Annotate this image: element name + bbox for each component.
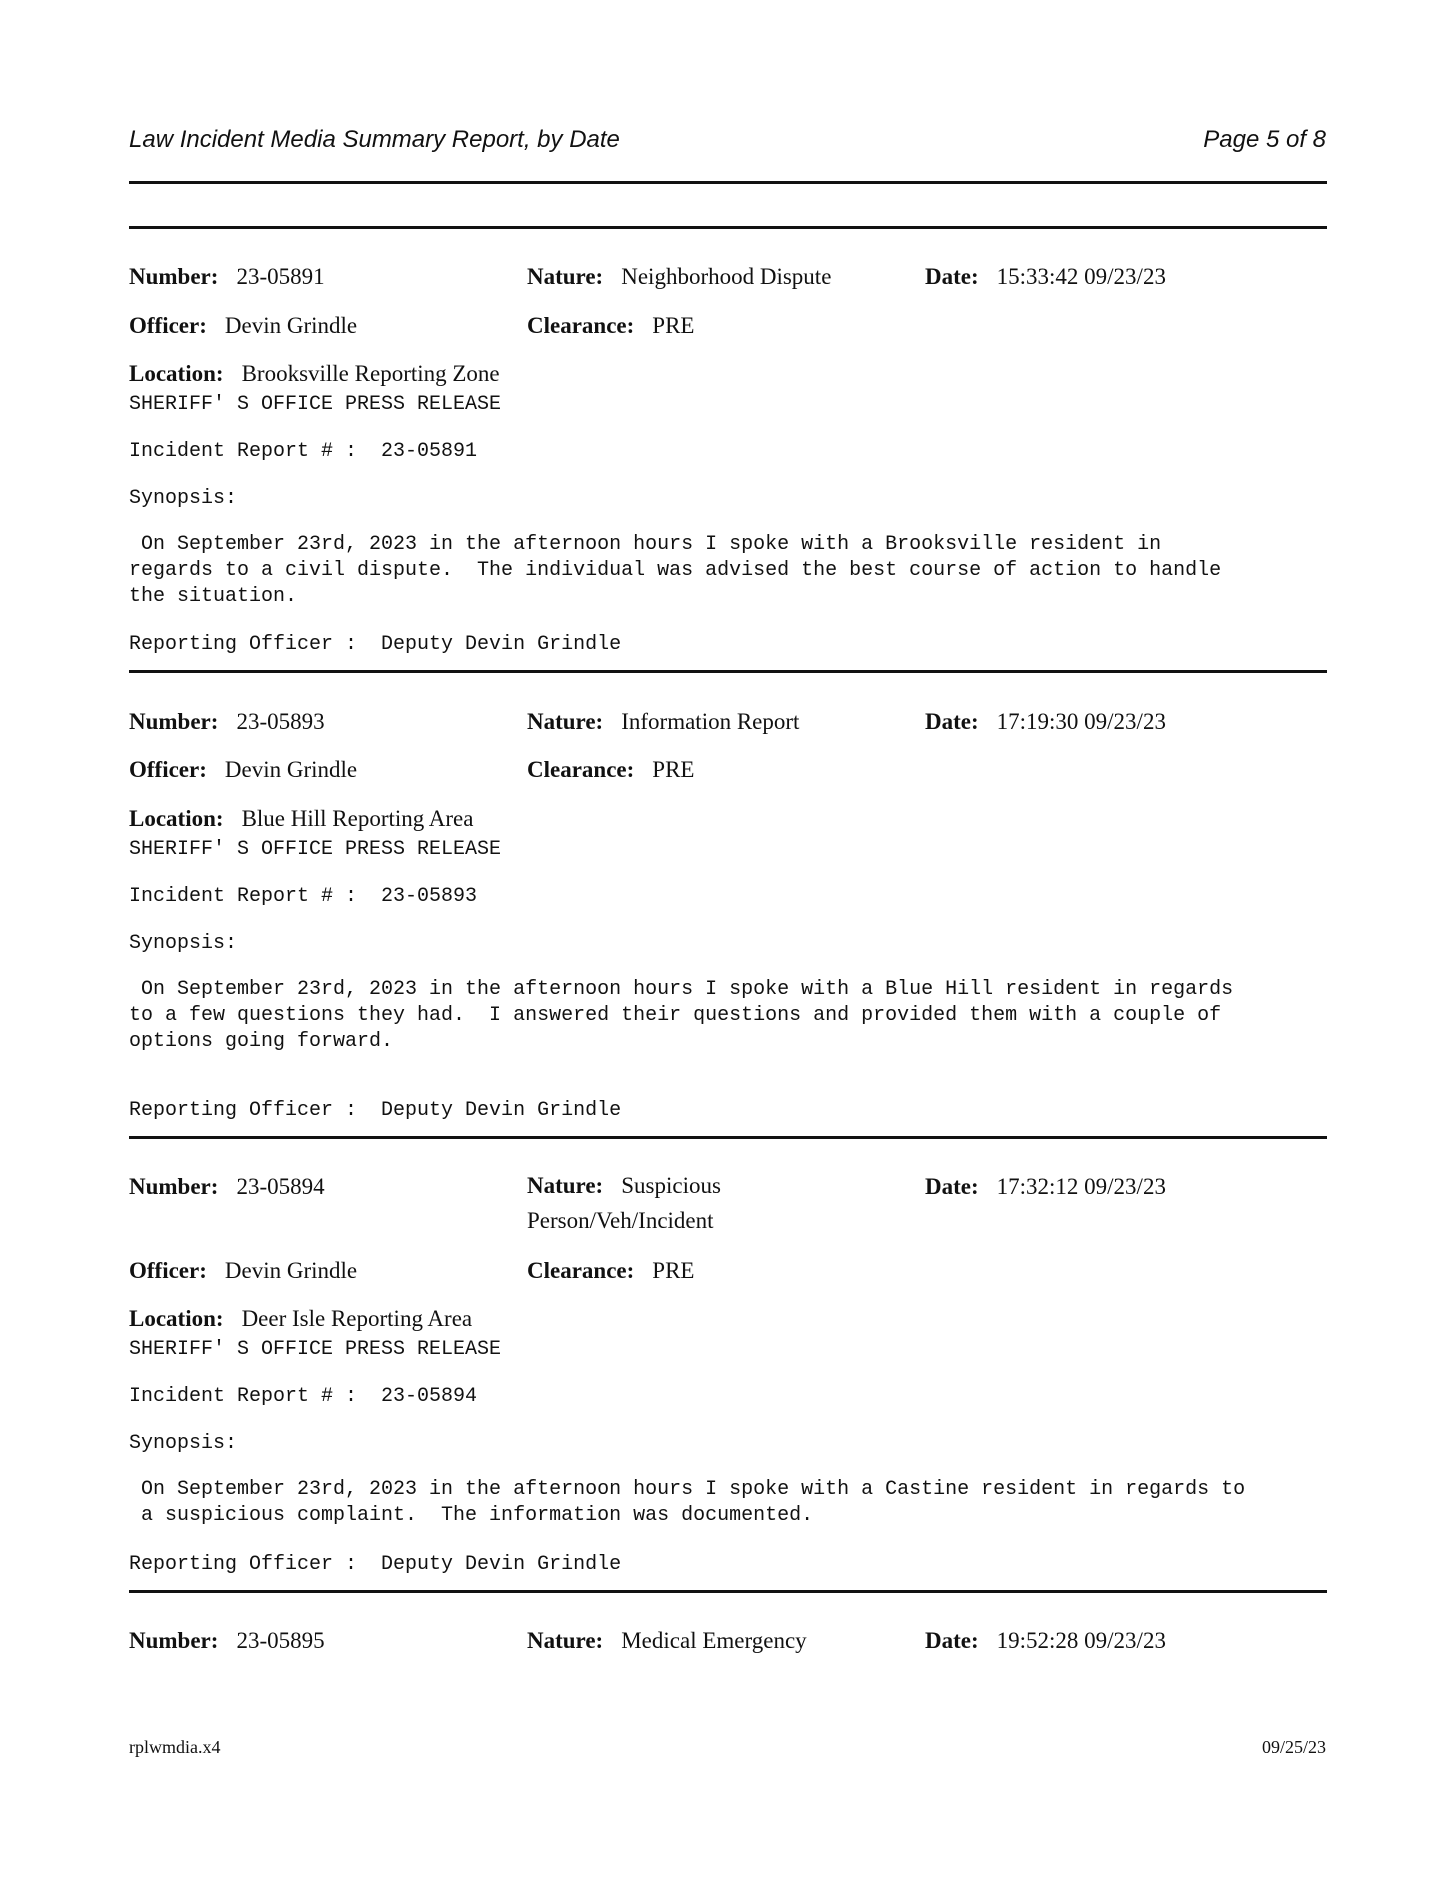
nature-field xyxy=(527,1168,887,1238)
nature-value: Suspicious Person/Veh/Incident xyxy=(527,1173,721,1233)
date-label: Date: xyxy=(925,264,979,289)
clearance-label: Clearance: xyxy=(527,313,635,338)
date-value: 15:33:42 09/23/23 xyxy=(996,264,1166,289)
synopsis-text: On September 23rd, 2023 in the afternoon hours I spoke with a Castine resident in regards to a suspicious complaint. The information was documented. xyxy=(141,1478,1246,1527)
date-label: Date: xyxy=(925,709,979,734)
nature-label: Nature: xyxy=(527,1173,604,1198)
press-release-line: SHERIFF' S OFFICE PRESS RELEASE xyxy=(129,393,502,416)
page-number: Page 5 of 8 xyxy=(1203,126,1326,153)
date-value: 17:19:30 09/23/23 xyxy=(996,709,1166,734)
date-field xyxy=(925,1174,1166,1200)
incident-report-line: Incident Report # : 23-05894 xyxy=(129,1385,478,1408)
location-field xyxy=(129,361,500,387)
nature-value: Information Report xyxy=(621,709,800,734)
location-field xyxy=(129,806,473,832)
number-value: 23-05895 xyxy=(236,1628,325,1653)
officer-label: Officer: xyxy=(129,313,207,338)
date-field xyxy=(925,1628,1166,1654)
clearance-field xyxy=(527,1258,694,1284)
location-label: Location: xyxy=(129,1306,224,1331)
number-label: Number: xyxy=(129,1174,219,1199)
location-value: Deer Isle Reporting Area xyxy=(241,1306,473,1331)
officer-label: Officer: xyxy=(129,1258,207,1283)
press-release-line: SHERIFF' S OFFICE PRESS RELEASE xyxy=(129,1338,502,1361)
clearance-value: PRE xyxy=(652,757,695,782)
date-label: Date: xyxy=(925,1174,979,1199)
divider xyxy=(129,1136,1327,1139)
synopsis-label: Synopsis: xyxy=(129,487,238,510)
number-field xyxy=(129,264,325,290)
reporting-officer-line: Reporting Officer : Deputy Devin Grindle xyxy=(129,1553,622,1576)
press-release-line: SHERIFF' S OFFICE PRESS RELEASE xyxy=(129,838,502,861)
date-value: 19:52:28 09/23/23 xyxy=(996,1628,1166,1653)
reporting-officer-line: Reporting Officer : Deputy Devin Grindle xyxy=(129,633,622,656)
synopsis-label: Synopsis: xyxy=(129,1432,238,1455)
location-value: Blue Hill Reporting Area xyxy=(241,806,474,831)
date-field xyxy=(925,709,1166,735)
clearance-field xyxy=(527,757,694,783)
clearance-label: Clearance: xyxy=(527,1258,635,1283)
number-value: 23-05893 xyxy=(236,709,325,734)
nature-label: Nature: xyxy=(527,709,604,734)
clearance-value: PRE xyxy=(652,1258,695,1283)
location-label: Location: xyxy=(129,361,224,386)
number-label: Number: xyxy=(129,1628,219,1653)
divider xyxy=(129,670,1327,673)
nature-label: Nature: xyxy=(527,264,604,289)
officer-value: Devin Grindle xyxy=(224,313,358,338)
incident-report-line: Incident Report # : 23-05893 xyxy=(129,885,478,908)
date-field xyxy=(925,264,1166,290)
location-label: Location: xyxy=(129,806,224,831)
nature-field xyxy=(527,1628,807,1654)
location-field xyxy=(129,1306,472,1332)
officer-label: Officer: xyxy=(129,757,207,782)
officer-value: Devin Grindle xyxy=(224,757,358,782)
incident-report-line: Incident Report # : 23-05891 xyxy=(129,440,478,463)
date-label: Date: xyxy=(925,1628,979,1653)
nature-field xyxy=(527,709,799,735)
number-field xyxy=(129,1174,325,1200)
location-value: Brooksville Reporting Zone xyxy=(241,361,500,386)
header-rule xyxy=(129,181,1327,184)
officer-field xyxy=(129,313,357,339)
number-field xyxy=(129,1628,325,1654)
nature-value: Medical Emergency xyxy=(621,1628,807,1653)
footer-report-code: rplwmdia.x4 xyxy=(129,1737,221,1757)
officer-field xyxy=(129,1258,357,1284)
date-value: 17:32:12 09/23/23 xyxy=(996,1174,1166,1199)
number-value: 23-05894 xyxy=(236,1174,325,1199)
reporting-officer-line: Reporting Officer : Deputy Devin Grindle xyxy=(129,1099,622,1122)
officer-field xyxy=(129,757,357,783)
footer-print-date: 09/25/23 xyxy=(1261,1737,1326,1757)
divider xyxy=(129,226,1327,229)
number-label: Number: xyxy=(129,264,219,289)
number-value: 23-05891 xyxy=(236,264,325,289)
divider xyxy=(129,1590,1327,1593)
officer-value: Devin Grindle xyxy=(224,1258,358,1283)
nature-field xyxy=(527,264,831,290)
synopsis-text: On September 23rd, 2023 in the afternoon hours I spoke with a Brooksville resident in regards to a civil dispute. The individual was advised the best course of action to handle the situation. xyxy=(129,533,1222,608)
clearance-value: PRE xyxy=(652,313,695,338)
nature-value: Neighborhood Dispute xyxy=(621,264,832,289)
nature-label: Nature: xyxy=(527,1628,604,1653)
clearance-label: Clearance: xyxy=(527,757,635,782)
report-title: Law Incident Media Summary Report, by Date xyxy=(129,126,620,153)
clearance-field xyxy=(527,313,694,339)
synopsis-text: On September 23rd, 2023 in the afternoon hours I spoke with a Blue Hill resident in regards to a few questions they had. I answered their questions and provided them with a couple of options going forward. xyxy=(129,978,1234,1053)
number-label: Number: xyxy=(129,709,219,734)
number-field xyxy=(129,709,325,735)
synopsis-label: Synopsis: xyxy=(129,932,238,955)
